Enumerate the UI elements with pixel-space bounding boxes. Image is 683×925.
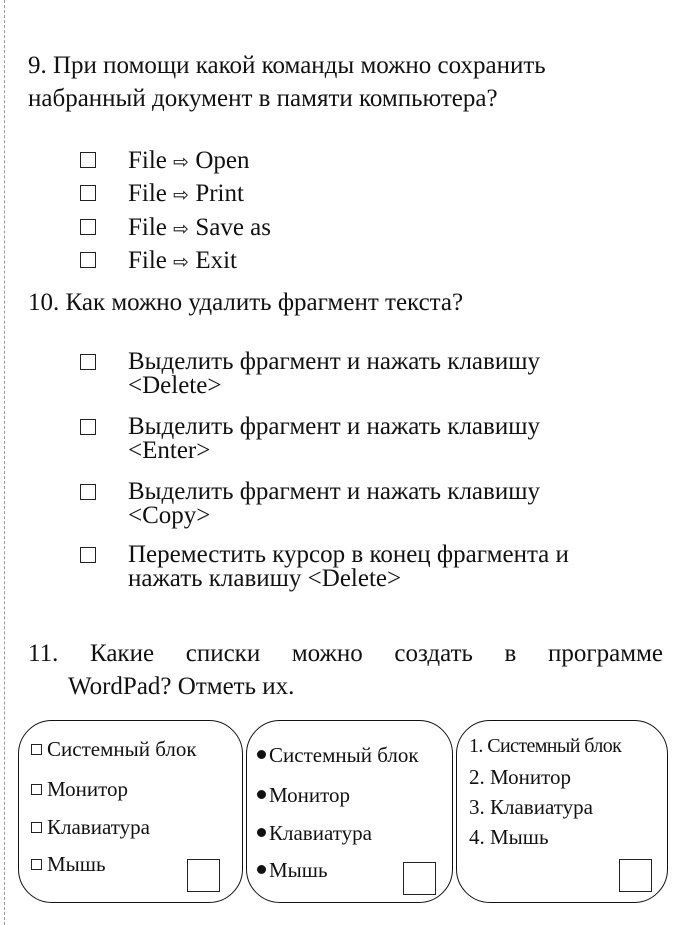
answer-checkbox[interactable] (187, 859, 220, 892)
square-marker-icon (31, 822, 42, 833)
list-item: Монитор (31, 777, 128, 802)
arrow-right-icon: ⇨ (173, 251, 190, 273)
bullet-marker-icon (257, 828, 266, 837)
option-text: Переместить курсор в конец фрагмента и нажать клавишу <Delete> (128, 541, 569, 592)
question-10-text: 10. Как можно удалить фрагмент текста? (28, 289, 464, 316)
list-item: Системный блок (31, 737, 197, 762)
answer-checkbox[interactable] (619, 859, 652, 892)
bullet-marker-icon (257, 750, 266, 759)
option-text: File ⇨ Exit (128, 247, 237, 274)
option-text: File ⇨ Open (128, 147, 250, 174)
answer-checkbox[interactable] (80, 219, 96, 235)
question-9-line-2: набранный документ в памяти компьютера? (28, 85, 498, 112)
square-marker-icon (31, 784, 42, 795)
list-item: Системный блок (257, 743, 419, 768)
question-11-text (28, 637, 663, 703)
list-item: Монитор (257, 783, 350, 808)
list-item: 2. Монитор (469, 765, 572, 789)
question-9-line-1: 9. При помощи какой команды можно сохранить (28, 52, 546, 79)
option-text: Выделить фрагмент и нажать клавишу <Copy> (128, 478, 540, 529)
arrow-right-icon: ⇨ (173, 151, 190, 173)
list-item: Мышь (257, 858, 328, 883)
answer-checkbox[interactable] (80, 484, 96, 500)
option-text: File ⇨ Print (128, 180, 244, 207)
option-text: Выделить фрагмент и нажать клавишу <Delete> (128, 348, 540, 399)
answer-checkbox[interactable] (403, 862, 436, 895)
list-item: Клавиатура (257, 821, 372, 846)
list-card-square (18, 720, 243, 903)
answer-checkbox[interactable] (80, 185, 96, 201)
arrow-right-icon: ⇨ (173, 218, 190, 240)
answer-checkbox[interactable] (80, 152, 96, 168)
list-item: Мышь (31, 852, 106, 877)
answer-checkbox[interactable] (80, 252, 96, 268)
cut-line (4, 0, 5, 925)
list-item: 4. Мышь (469, 825, 549, 849)
answer-checkbox[interactable] (80, 354, 96, 370)
square-marker-icon (31, 744, 42, 755)
question-9-text (28, 49, 663, 115)
list-item: 1. Системный блок (469, 735, 622, 757)
arrow-right-icon: ⇨ (173, 184, 190, 206)
list-item: 3. Клавиатура (469, 795, 593, 819)
question-11-line-1: 11. Какие списки можно создать в программе (28, 640, 663, 667)
option-text: Выделить фрагмент и нажать клавишу <Enter> (128, 413, 540, 464)
list-card-numbered (456, 720, 668, 903)
list-item: Клавиатура (31, 815, 150, 840)
bullet-marker-icon (257, 790, 266, 799)
square-marker-icon (31, 859, 42, 870)
answer-checkbox[interactable] (80, 419, 96, 435)
bullet-marker-icon (257, 865, 266, 874)
list-card-bullet (246, 720, 453, 903)
question-11-line-2: WordPad? Отметь их. (68, 673, 295, 700)
answer-checkbox[interactable] (80, 547, 96, 563)
option-text: File ⇨ Save as (128, 214, 271, 241)
